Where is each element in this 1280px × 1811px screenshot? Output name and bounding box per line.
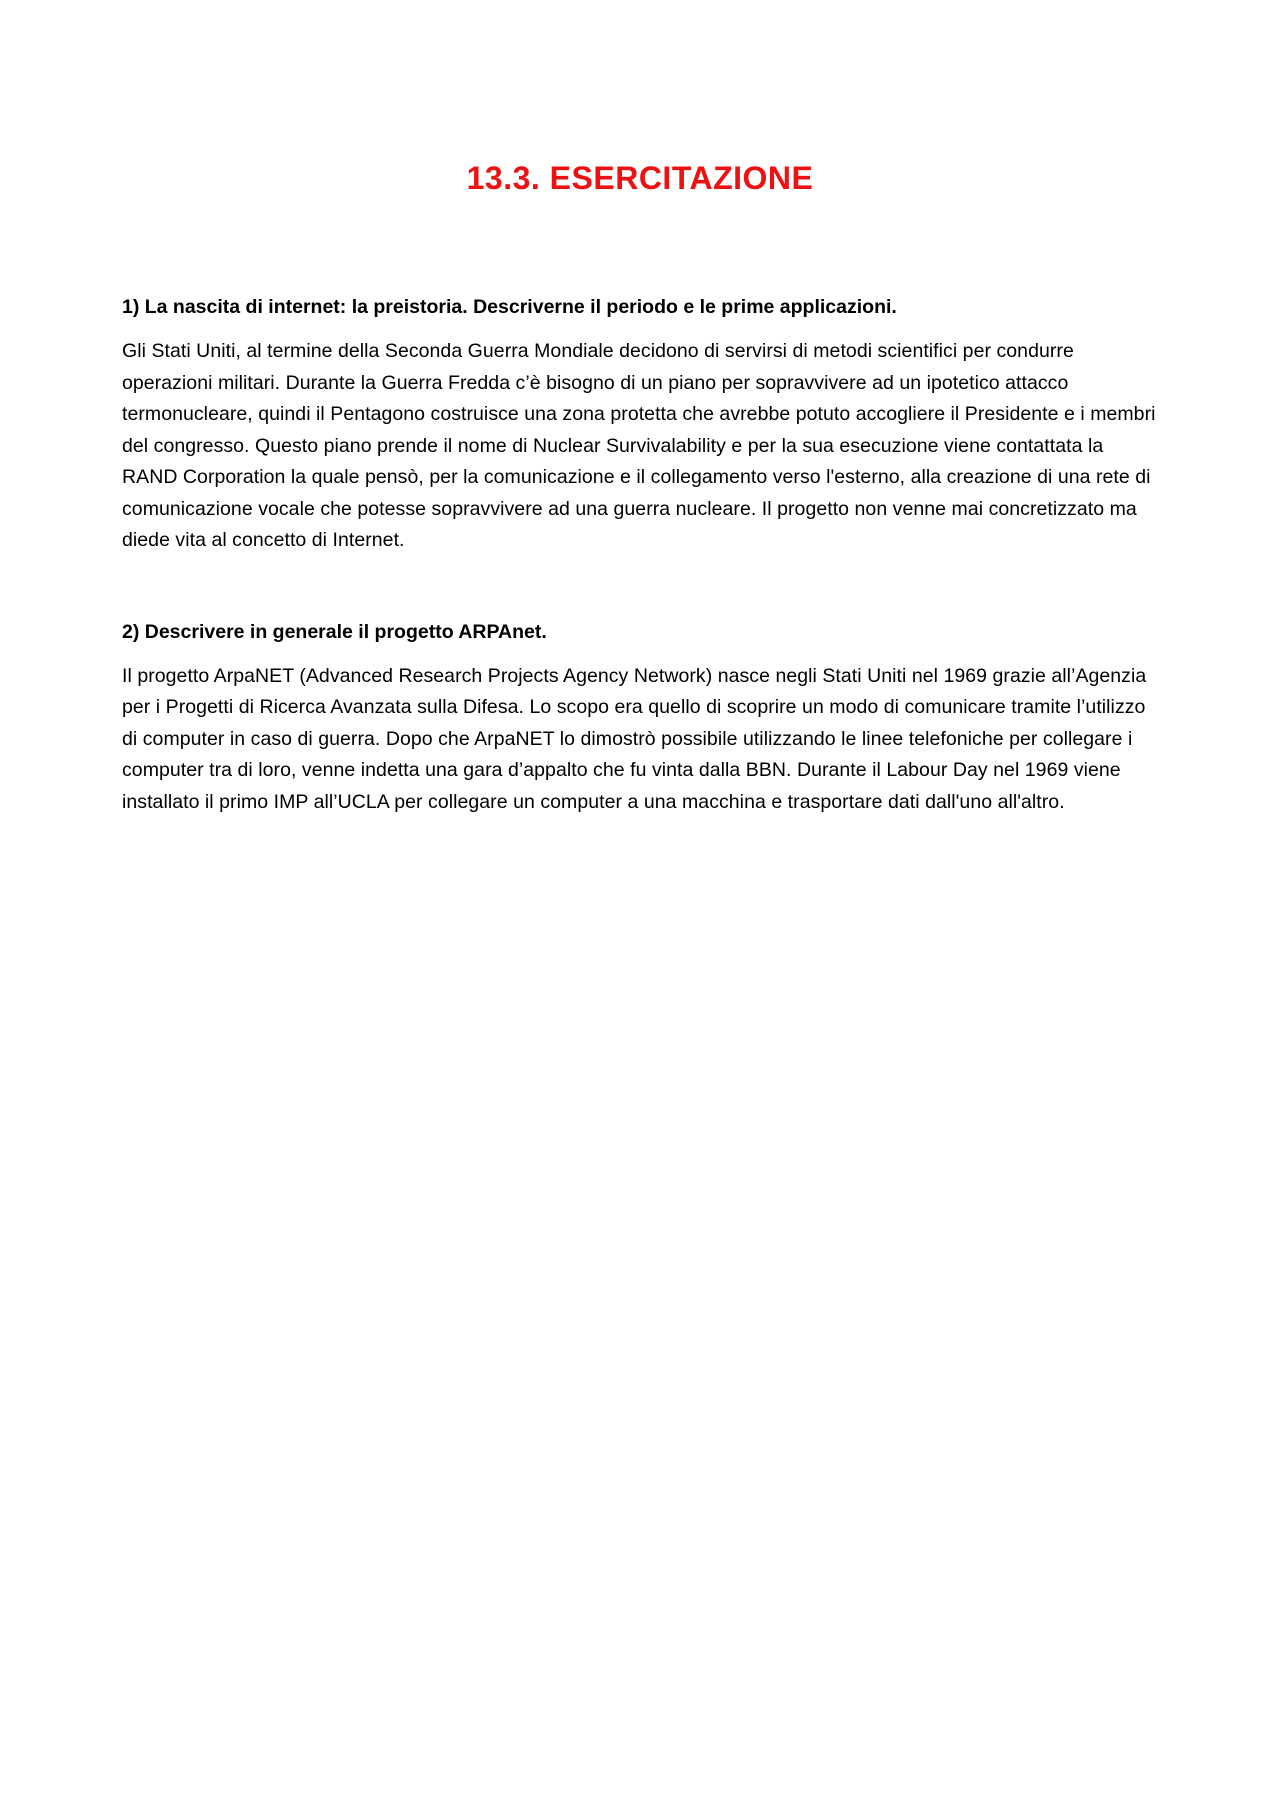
answer-2: Il progetto ArpaNET (Advanced Research Projects Agency Network) nasce negli Stati Uniti nel 1969 grazie all’Agenzia per i Progetti di Ricerca Avanzata sulla Difesa. Lo scopo era quello di scoprire un modo di comunicare tramite l’utilizzo di computer in caso di guerra. Dopo che ArpaNET lo dimostrò possibile utilizzando le linee telefoniche per collegare i computer tra di loro, venne indetta una gara d’appalto che fu vinta dalla BBN. Durante il Labour Day nel 1969 viene installato il primo IMP all’UCLA per collegare un computer a una macchina e trasportare dati dall'uno all'altro. (122, 664, 1147, 813)
document-body (122, 292, 1162, 818)
page-title: 13.3. ESERCITAZIONE (466, 160, 814, 196)
section-spacer (122, 557, 1162, 617)
answer-1: Gli Stati Uniti, al termine della Seconda Guerra Mondiale decidono di servirsi di metodi scientifici per condurre operazioni militari. Durante la Guerra Fredda c’è bisogno di un piano per sopravvivere ad un ipotetico attacco termonucleare, quindi il Pentagono costruisce una zona protetta che avrebbe potuto accogliere il Presidente e i membri del congresso. Questo piano prende il nome di Nuclear Survivalability e per la sua esecuzione viene contattata la RAND Corporation la quale pensò, per la comunicazione e il collegamento verso l'esterno, alla creazione di una rete di comunicazione vocale che potesse sopravvivere ad una guerra nucleare. Il progetto non venne mai concretizzato ma diede vita al concetto di Internet. (122, 340, 1156, 551)
question-2: 2) Descrivere in generale il progetto ARPAnet. (122, 620, 547, 643)
section-1 (122, 292, 1162, 557)
section-2 (122, 617, 1162, 819)
question-1: 1) La nascita di internet: la preistoria. Descriverne il periodo e le prime applicazioni. (122, 296, 897, 318)
